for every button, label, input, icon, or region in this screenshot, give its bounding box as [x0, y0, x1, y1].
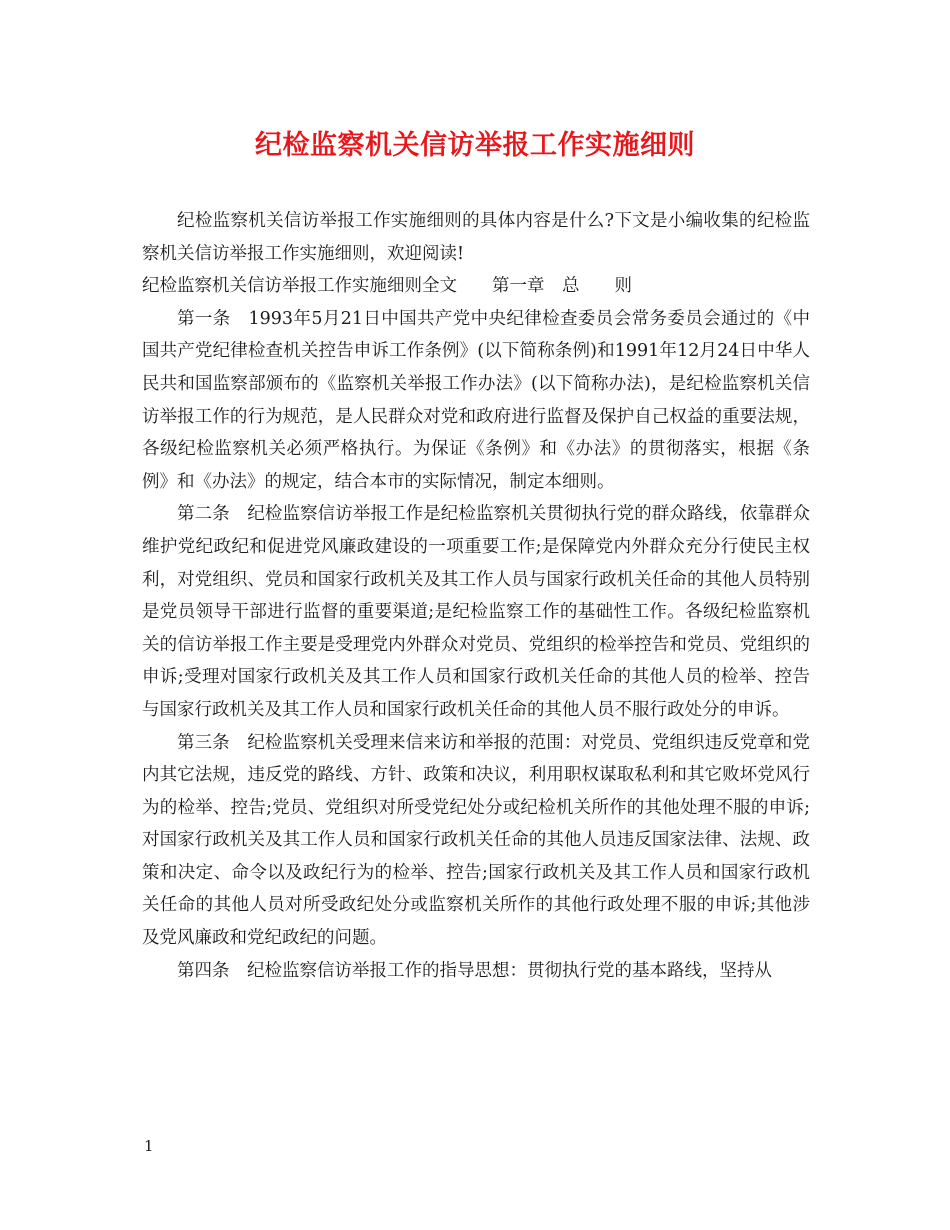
paragraph-article-1: 第一条 1993年5月21日中国共产党中央纪律检查委员会常务委员会通过的《中国共产党纪律检查机关控告申诉工作条例》(以下简称条例)和1991年12月24日中华人民共和国监察部颁布的《监察机关举报工作办法》(以下简称办法)，是纪检监察机关信访举报工作的行为规范，是人民群众对党和政府进行监督及保护自己权益的重要法规，各级纪检监察机关必须严格执行。为保证《条例》和《办法》的贯彻落实，根据《条例》和《办法》的规定，结合本市的实际情况，制定本细则。 [142, 308, 810, 492]
document-body [142, 205, 810, 987]
paragraph-chapter-heading: 纪检监察机关信访举报工作实施细则全文 第一章 总 则 [142, 276, 632, 297]
paragraph-article-2: 第二条 纪检监察信访举报工作是纪检监察机关贯彻执行党的群众路线，依靠群众维护党纪政纪和促进党风廉政建设的一项重要工作;是保障党内外群众充分行使民主权利，对党组织、党员和国家行政机关及其工作人员与国家行政机关任命的其他人员特别是党员领导干部进行监督的重要渠道;是纪检监察工作的基础性工作。各级纪检监察机关的信访举报工作主要是受理党内外群众对党员、党组织的检举控告和党员、党组织的申诉;受理对国家行政机关及其工作人员和国家行政机关任命的其他人员的检举、控告与国家行政机关及其工作人员和国家行政机关任命的其他人员不服行政处分的申诉。 [142, 504, 810, 720]
paragraph-article-3: 第三条 纪检监察机关受理来信来访和举报的范围：对党员、党组织违反党章和党内其它法规，违反党的路线、方针、政策和决议，利用职权谋取私利和其它败坏党风行为的检举、控告;党员、党组织对所受党纪处分或纪检机关所作的其他处理不服的申诉;对国家行政机关及其工作人员和国家行政机关任命的其他人员违反国家法律、法规、政策和决定、命令以及政纪行为的检举、控告;国家行政机关及其工作人员和国家行政机关任命的其他人员对所受政纪处分或监察机关所作的其他行政处理不服的申诉;其他涉及党风廉政和党纪政纪的问题。 [142, 732, 810, 949]
paragraph-intro: 纪检监察机关信访举报工作实施细则的具体内容是什么?下文是小编收集的纪检监察机关信访举报工作实施细则，欢迎阅读! [142, 211, 810, 264]
document-title: 纪检监察机关信访举报工作实施细则 [255, 130, 695, 161]
page-number: 1 [144, 1137, 154, 1155]
paragraph-article-4: 第四条 纪检监察信访举报工作的指导思想：贯彻执行党的基本路线，坚持从 [177, 960, 772, 981]
